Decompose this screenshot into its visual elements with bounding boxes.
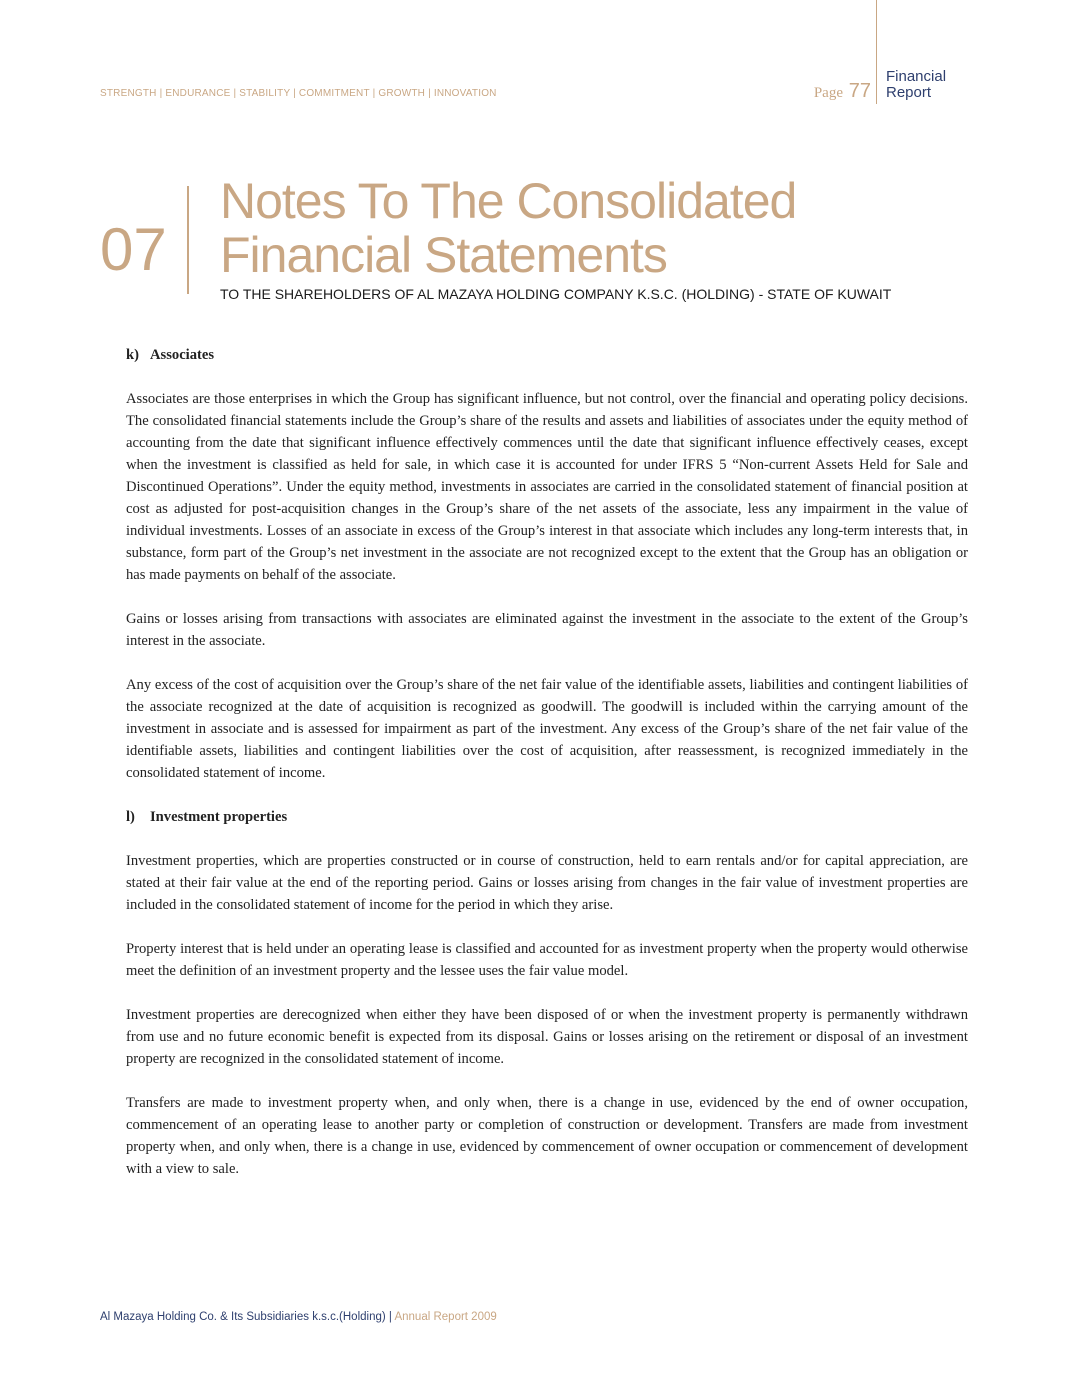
paragraph: Transfers are made to investment property when, and only when, there is a change in use, evidenced by the end of owner occupation, commencement of an operating lease to another party or completion of construction or development. Transfers are made from investment property when, and only when, there is a change in use, evidenced by commencement of owner occupation or commencement of development with a view to sale. (126, 1095, 968, 1177)
chapter-divider (187, 186, 189, 294)
section-heading (126, 344, 968, 366)
footer-separator: | (388, 1311, 392, 1323)
page-number (814, 80, 871, 103)
document-body (126, 344, 968, 1202)
section-associates (126, 344, 968, 784)
section-letter: l) (126, 809, 135, 825)
paragraph: Investment properties, which are properties constructed or in course of construction, held to earn rentals and/or for capital appreciation, are stated at their fair value at the end of the reporting period. Gains or losses arising from changes in the fair value of investment properties are included in the consolidated statement of income for the period in which they arise. (126, 853, 968, 913)
paragraph: Associates are those enterprises in which the Group has significant influence, but not control, over the financial and operating policy decisions. The consolidated financial statements include the Group’s share of the results and assets and liabilities of associates under the equity method of accounting from the date that significant influence effectively commences until the date that significant influence effectively ceases, except when the investment is classified as held for sale, in which case it is accounted for under IFRS 5 “Non-current Assets Held for Sale and Discontinued Operations”. Under the equity method, investments in associates are carried in the consolidated statement of financial position at cost as adjusted for post-acquisition changes in the Group’s share of the net assets of the associate, less any impairment in the value of individual investments. Losses of an associate in excess of the Group’s interest in that associate which includes any long-term interests that, in substance, form part of the Group’s net investment in the associate are not recognized except to the extent that the Group has an obligation or has made payments on behalf of the associate. (126, 391, 968, 583)
paragraph: Property interest that is held under an operating lease is classified and accounted for as investment property when the property would otherwise meet the definition of an investment property and the lessee uses the fair value model. (126, 941, 968, 979)
header-tagline: STRENGTH | ENDURANCE | STABILITY | COMMITMENT | GROWTH | INNOVATION (100, 88, 497, 99)
section-letter: k) (126, 347, 139, 363)
section-investment-properties (126, 806, 968, 1180)
page-title-line2: Financial Statements (220, 227, 667, 283)
page-footer (100, 1311, 497, 1323)
section-label-line2: Report (886, 84, 932, 101)
section-heading (126, 806, 968, 828)
page-title (220, 174, 796, 282)
page-word: Page (813, 85, 843, 101)
page-title-line1: Notes To The Consolidated (220, 173, 797, 229)
footer-company: Al Mazaya Holding Co. & Its Subsidiaries k.s.c.(Holding) (100, 1311, 386, 1323)
chapter-number: 07 (100, 216, 167, 283)
section-label (886, 69, 946, 101)
page-subtitle: TO THE SHAREHOLDERS OF AL MAZAYA HOLDING COMPANY K.S.C. (HOLDING) - STATE OF KUWAIT (220, 286, 892, 302)
section-title: Investment properties (150, 809, 288, 825)
header-divider (876, 0, 877, 104)
section-label-line1: Financial (886, 68, 947, 85)
page-number-value: 77 (848, 80, 871, 102)
paragraph: Any excess of the cost of acquisition over the Group’s share of the net fair value of the identifiable assets, liabilities and contingent liabilities of the associate recognized at the date of acquisition is recognized as goodwill. The goodwill is included within the carrying amount of the investment in associate and is assessed for impairment as part of the investment. Any excess of the Group’s share of the net fair value of the identifiable assets, liabilities and contingent liabilities over the cost of acquisition, after reassessment, is recognized immediately in the consolidated statement of income. (126, 677, 968, 781)
footer-report: Annual Report 2009 (394, 1311, 497, 1323)
paragraph: Investment properties are derecognized when either they have been disposed of or when the investment property is permanently withdrawn from use and no future economic benefit is expected from its disposal. Gains or losses arising on the retirement or disposal of an investment property are recognized in the consolidated statement of income. (126, 1007, 968, 1067)
paragraph: Gains or losses arising from transactions with associates are eliminated against the investment in the associate to the extent of the Group’s interest in the associate. (126, 611, 968, 649)
section-title: Associates (150, 347, 215, 363)
